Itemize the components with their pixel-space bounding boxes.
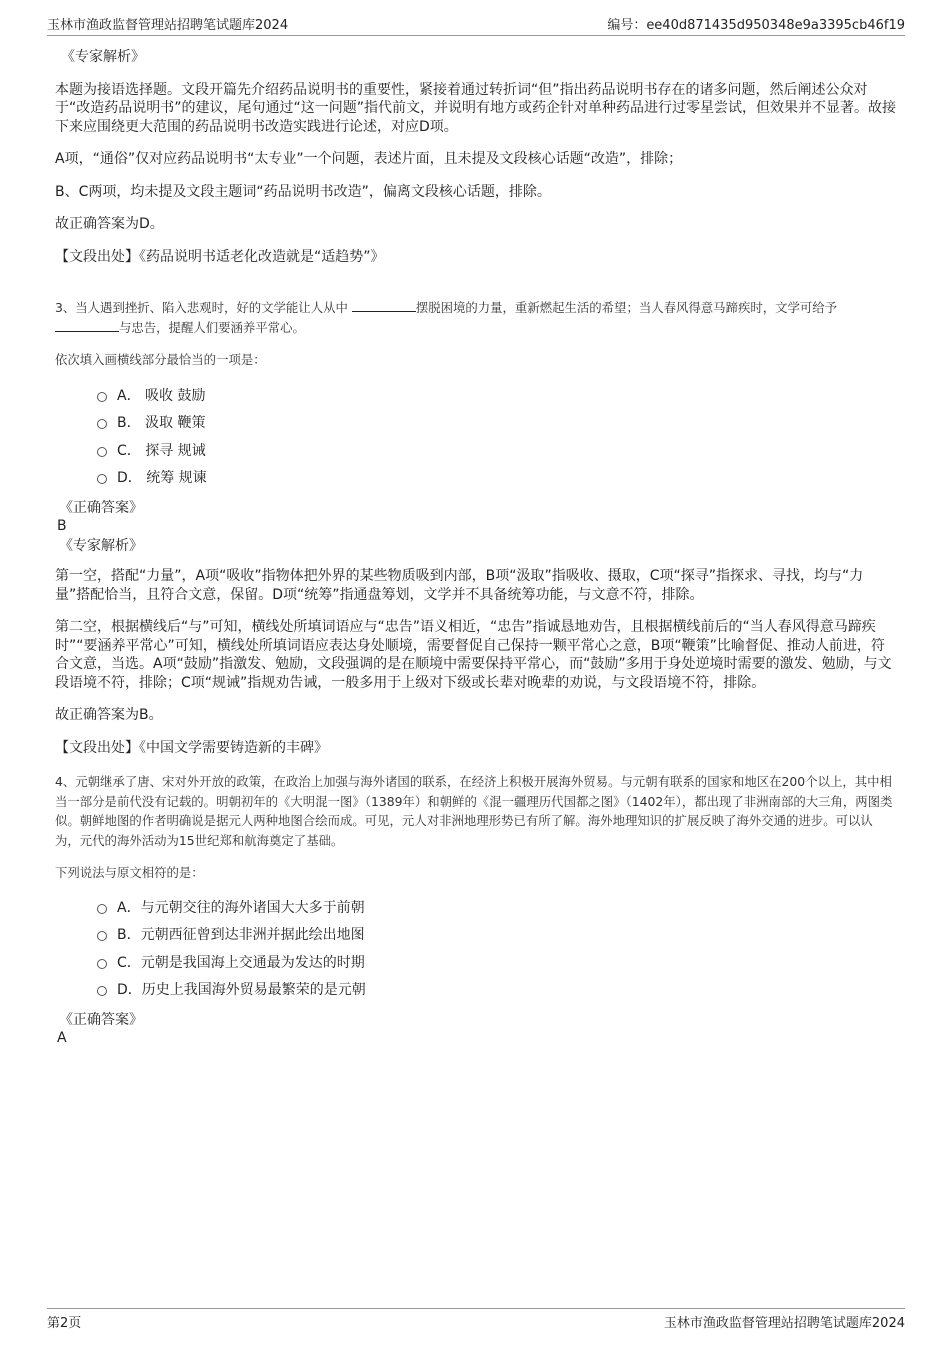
analysis-paragraph: 第二空，根据横线后“与”可知，横线处所填词语应与“忠告”语义相近，“忠告”指诚恳地劝告，且根据横线前后的“当人春风得意马蹄疾时”“要涵养平常心”可知，横线处所填词语应表达身处顺境，需要督促自己保持一颗平常心之意，B项“鞭策”比喻督促、推动人前进，符合文意，当选。A项“鼓励”指激发、勉励，文段强调的是在顺境中需要保持平常心，而“鼓励”多用于身处逆境时需要的激发、勉励，与文段语境不符，排除；C项“规诫”指规劝告诫，一般多用于上级对下级或长辈对晚辈的劝说，与文段语境不符，排除。 [55, 619, 892, 691]
page-number: 第2页 [47, 1316, 82, 1331]
radio-icon[interactable] [97, 419, 107, 429]
header-title: 玉林市渔政监督管理站招聘笔试题库2024 [47, 18, 289, 33]
fill-blank [55, 319, 119, 332]
option-a[interactable]: A． 吸收 鼓励 [55, 383, 897, 411]
expert-analysis-label: 《专家解析》 [59, 537, 143, 554]
fill-blank [352, 299, 416, 312]
source-citation: 【文段出处】《药品说明书适老化改造就是“适趋势”》 [55, 248, 385, 265]
header-code: 编号：ee40d871435d950348e9a3395cb46f19 [607, 18, 905, 33]
analysis-paragraph: B、C两项，均未提及文段主题词“药品说明书改造”，偏离文段核心话题，排除。 [55, 183, 551, 200]
option-list [55, 895, 897, 1005]
header-divider [47, 35, 905, 36]
answer-conclusion: 故正确答案为D。 [55, 216, 164, 232]
footer-title: 玉林市渔政监督管理站招聘笔试题库2024 [663, 1316, 905, 1331]
radio-icon[interactable] [97, 474, 107, 484]
radio-icon[interactable] [97, 959, 107, 969]
option-b[interactable]: B． 汲取 鞭策 [55, 410, 897, 438]
radio-icon[interactable] [97, 931, 107, 941]
footer-divider [47, 1308, 905, 1309]
answer-conclusion: 故正确答案为B。 [55, 707, 163, 723]
document-body [55, 44, 897, 1048]
option-c[interactable]: C．元朝是我国海上交通最为发达的时期 [55, 950, 897, 978]
correct-answer-label: 《正确答案》 [59, 499, 143, 516]
page-header [47, 14, 905, 34]
question-prompt: 依次填入画横线部分最恰当的一项是： [55, 352, 266, 367]
correct-answer-label: 《正确答案》 [59, 1011, 143, 1028]
option-d[interactable]: D． 统筹 规谏 [55, 465, 897, 493]
correct-answer: B [57, 518, 67, 534]
analysis-paragraph: 本题为接语选择题。文段开篇先介绍药品说明书的重要性，紧接着通过转折词“但”指出药品说明书存在的诸多问题，然后阐述公众对于“改造药品说明书”的建议，尾句通过“这一问题”指代前文，并说明有地方或药企针对单种药品进行过零星尝试，但效果并不显著。故接下来应围绕更大范围的药品说明书改造实践进行论述，对应D项。 [55, 81, 897, 135]
radio-icon[interactable] [97, 392, 107, 402]
option-list [55, 383, 897, 493]
option-c[interactable]: C． 探寻 规诫 [55, 438, 897, 466]
analysis-paragraph: 第一空，搭配“力量”，A项“吸收”指物体把外界的某些物质吸到内部，B项“汲取”指吸收、摄取，C项“探寻”指探求、寻找，均与“力量”搭配恰当，且符合文意，保留。D项“统筹”指通盘筹划，文学并不具备统筹功能，与文意不符，排除。 [55, 568, 864, 603]
source-citation: 【文段出处】《中国文学需要铸造新的丰碑》 [55, 739, 328, 756]
radio-icon[interactable] [97, 447, 107, 457]
expert-analysis-label: 《专家解析》 [61, 49, 145, 65]
radio-icon[interactable] [97, 904, 107, 914]
correct-answer: A [57, 1030, 67, 1046]
question-stem: 4、元朝继承了唐、宋对外开放的政策，在政治上加强与海外诸国的联系，在经济上积极开展海外贸易。与元朝有联系的国家和地区在200个以上，其中相当一部分是前代没有记载的。明朝初年的《大明混一图》（1389年）和朝鲜的《混一疆理历代国都之图》（1402年），都出现了非洲南部的大三角，两图类似。朝鲜地图的作者明确说是据元人两种地图合绘而成。可见，元人对非洲地理形势已有所了解。海外地理知识的扩展反映了海外交通的进步。可以认为，元代的海外活动为15世纪郑和航海奠定了基础。 [55, 774, 893, 848]
option-d[interactable]: D．历史上我国海外贸易最繁荣的是元朝 [55, 977, 897, 1005]
option-a[interactable]: A．与元朝交往的海外诸国大大多于前朝 [55, 895, 897, 923]
question-prompt: 下列说法与原文相符的是： [55, 865, 204, 880]
question-stem: 3、当人遇到挫折、陷入悲观时，好的文学能让人从中 摆脱困境的力量，重新燃起生活的希望；当人春风得意马蹄疾时，文学可给予与忠告，提醒人们要涵养平常心。 [55, 300, 838, 335]
page-footer [47, 1312, 905, 1332]
analysis-paragraph: A项，“通俗”仅对应药品说明书“太专业”一个问题，表述片面，且未提及文段核心话题“改造”，排除； [55, 151, 683, 167]
radio-icon[interactable] [97, 986, 107, 996]
option-b[interactable]: B．元朝西征曾到达非洲并据此绘出地图 [55, 922, 897, 950]
